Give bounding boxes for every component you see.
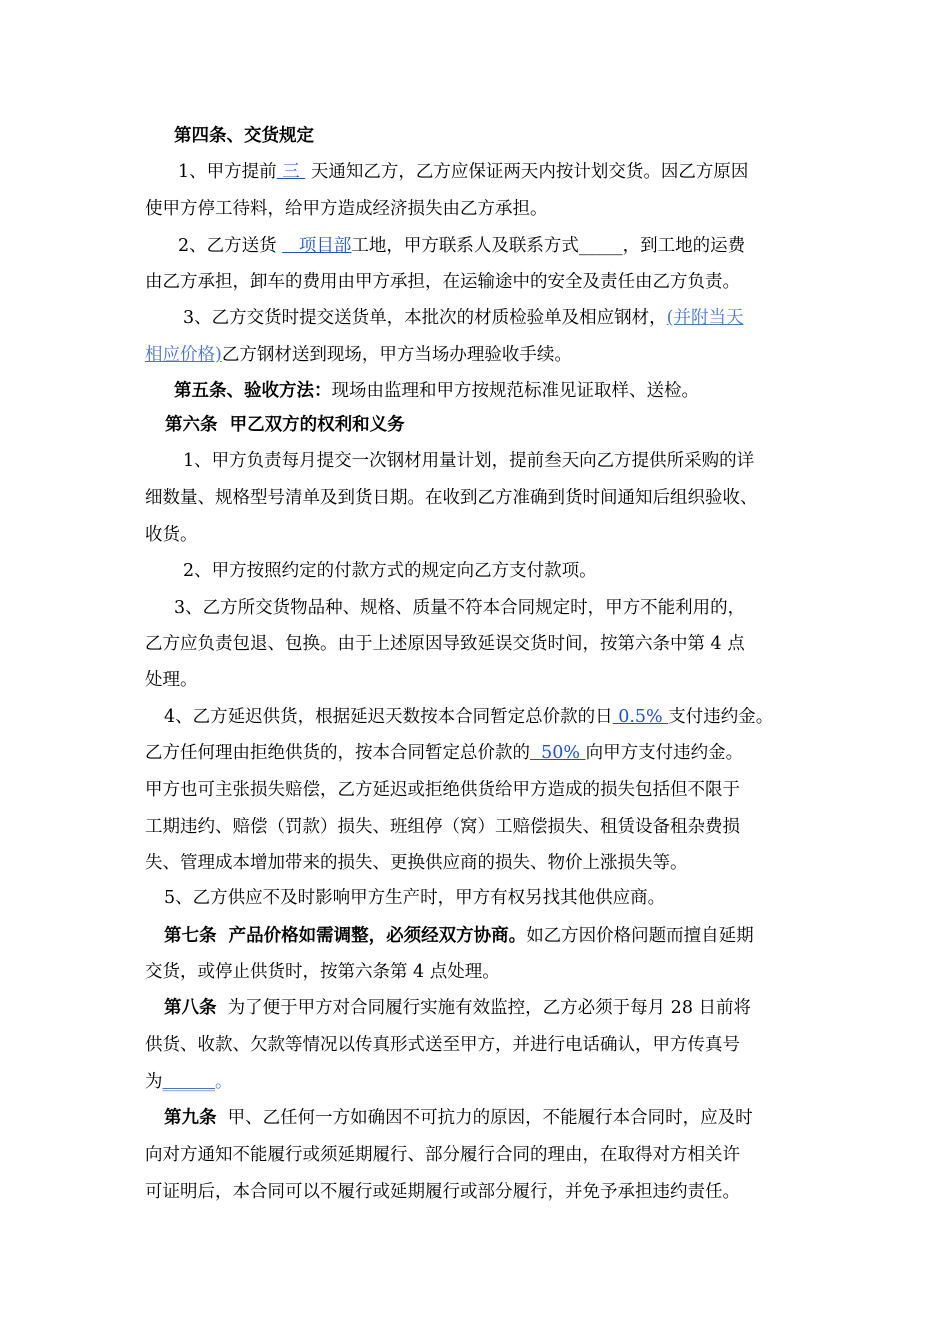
article-6-item-4-line-5: 失、管理成本增加带来的损失、更换供应商的损失、物价上涨损失等。 (145, 853, 688, 873)
contact-blank: _____ (578, 236, 623, 256)
article-6-item-4-line-1 (164, 705, 773, 729)
price-attachment-note: (并附当天 (666, 308, 744, 328)
article-9-line-1 (164, 1106, 753, 1130)
article-6-item-2: 2、甲方按照约定的付款方式的规定向乙方支付款项。 (183, 561, 597, 581)
text-segment: 支付违约金。 (668, 707, 774, 727)
article-6-item-4-line-2 (145, 741, 743, 765)
text-segment: 如乙方因价格问题而擅自延期 (526, 926, 754, 946)
text-segment: 4、乙方延迟供货，根据延迟天数按本合同暂定总价款的日 (164, 707, 613, 727)
article-6-item-1-line-1: 1、甲方负责每月提交一次钢材用量计划，提前叁天向乙方提供所采购的详 (183, 451, 755, 471)
article-5-text: 现场由监理和甲方按规范标准见证取样、送检。 (331, 381, 699, 401)
article-5 (174, 379, 699, 403)
text-segment: 向甲方支付违约金。 (585, 743, 744, 763)
article-6-item-3-line-3: 处理。 (145, 670, 198, 690)
price-attachment-note-cont: 相应价格) (145, 345, 222, 365)
text-segment: 天通知乙方，乙方应保证两天内按计划交货。因乙方原因 (305, 162, 749, 182)
article-4-heading: 第四条、交货规定 (174, 126, 314, 146)
text-segment: 为了便于甲方对合同履行实施有效监控，乙方必须于每月 28 日前将 (216, 998, 752, 1018)
article-5-heading: 第五条、验收方法： (174, 381, 332, 401)
text-segment: 乙方任何理由拒绝供货的，按本合同暂定总价款的 (145, 743, 530, 763)
daily-penalty-rate: 0.5% (612, 707, 669, 727)
text-segment: ，到工地的运费 (622, 236, 746, 256)
text-segment: 乙方钢材送到现场，甲方当场办理验收手续。 (221, 345, 572, 365)
article-4-item-3-line-2 (145, 343, 572, 367)
article-6-item-4-line-3: 甲方也可主张损失赔偿，乙方延迟或拒绝供货给甲方造成的损失包括但不限于 (145, 780, 740, 800)
text-segment: 。 (215, 1072, 233, 1092)
article-8-line-3 (145, 1070, 233, 1094)
article-4-item-3-line-1 (183, 306, 743, 330)
article-4-item-1-line-2: 使甲方停工待料，给甲方造成经济损失由乙方承担。 (145, 199, 548, 219)
article-9-line-3: 可证明后，本合同可以不履行或延期履行或部分履行，并免予承担违约责任。 (145, 1182, 740, 1202)
project-site-field: 项目部 (282, 236, 352, 256)
notice-days-field: 三 (276, 162, 306, 182)
text-segment: 工地，甲方联系人及联系方式 (351, 236, 579, 256)
text-segment: 甲、乙任何一方如确因不可抗力的原因，不能履行本合同时，应及时 (216, 1108, 753, 1128)
article-6-item-5: 5、乙方供应不及时影响甲方生产时，甲方有权另找其他供应商。 (164, 888, 666, 908)
article-6-item-3-line-1: 3、乙方所交货物品种、规格、质量不符本合同规定时，甲方不能利用的， (174, 598, 746, 618)
article-6-item-4-line-4: 工期违约、赔偿（罚款）损失、班组停（窝）工赔偿损失、租赁设备租杂费损 (145, 817, 740, 837)
article-4-item-1-line-1 (178, 160, 748, 184)
article-8-line-1 (164, 996, 751, 1020)
refusal-penalty-rate: 50% (530, 743, 586, 763)
article-6-heading: 第六条 甲乙双方的权利和义务 (165, 415, 405, 435)
article-9-line-2: 向对方通知不能履行或须延期履行、部分履行合同的理由，在取得对方相关许 (145, 1145, 740, 1165)
article-4-item-2-line-1 (178, 234, 745, 258)
text-segment: 3、乙方交货时提交送货单，本批次的材质检验单及相应钢材， (183, 308, 667, 328)
article-9-heading: 第九条 (164, 1108, 217, 1128)
article-6-item-1-line-2: 细数量、规格型号清单及到货日期。在收到乙方准确到货时间通知后组织验收、 (145, 488, 758, 508)
article-6-item-3-line-2: 乙方应负责包退、包换。由于上述原因导致延误交货时间，按第六条中第 4 点 (145, 634, 745, 654)
article-7-line-1 (164, 924, 754, 948)
text-segment: 1、甲方提前 (178, 162, 277, 182)
article-4-item-2-line-2: 由乙方承担，卸车的费用由甲方承担，在运输途中的安全及责任由乙方负责。 (145, 272, 740, 292)
article-7-line-2: 交货，或停止供货时，按第六条第 4 点处理。 (145, 962, 500, 982)
article-7-heading: 第七条 产品价格如需调整，必须经双方协商。 (164, 926, 527, 946)
article-6-item-1-line-3: 收货。 (145, 525, 198, 545)
fax-number-blank: ______ (162, 1072, 215, 1092)
text-segment: 为 (145, 1072, 163, 1092)
article-8-line-2: 供货、收款、欠款等情况以传真形式送至甲方，并进行电话确认，甲方传真号 (145, 1035, 740, 1055)
text-segment: 2、乙方送货 (178, 236, 283, 256)
article-8-heading: 第八条 (164, 998, 217, 1018)
